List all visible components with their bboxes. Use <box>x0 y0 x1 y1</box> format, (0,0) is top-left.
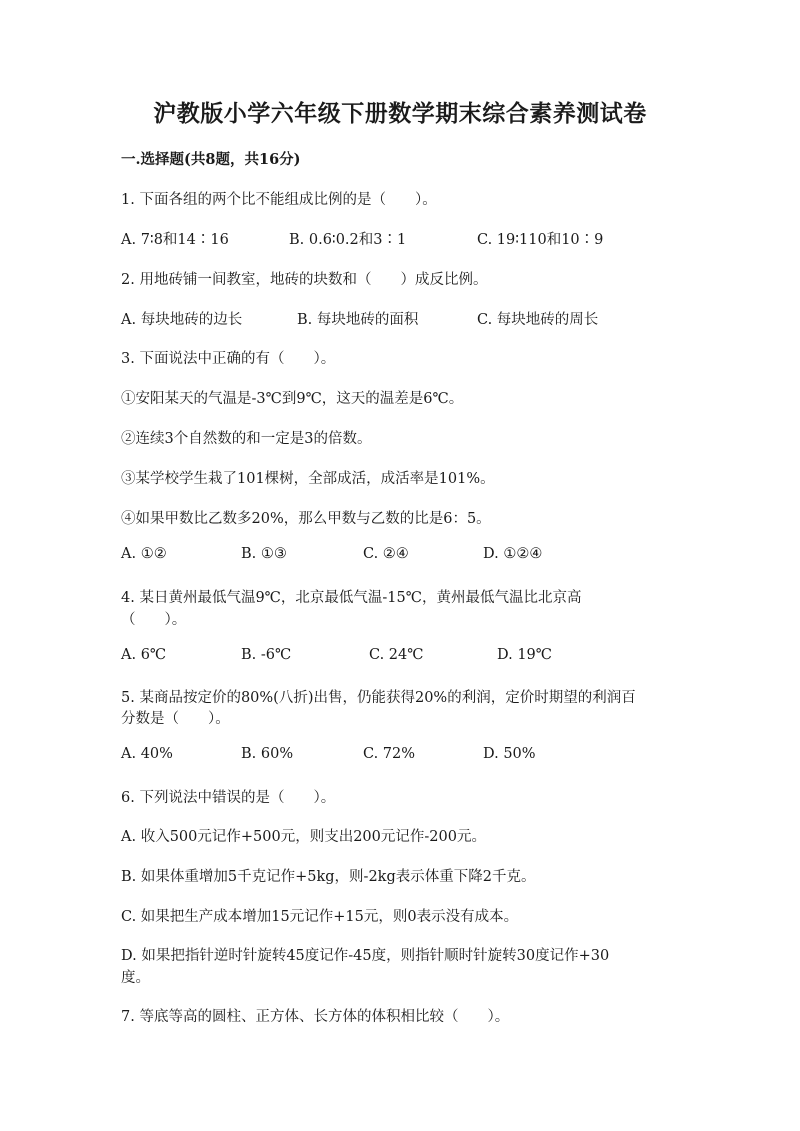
question-3-option-c: C. ②④ <box>363 546 409 562</box>
question-6-option-d-line-1: D. 如果把指针逆时针旋转45度记作-45度，则指针顺时针旋转30度记作+30 <box>121 948 610 964</box>
question-2-option-b: B. 每块地砖的面积 <box>297 312 419 328</box>
question-3-option-a: A. ①② <box>121 546 167 562</box>
question-5-options <box>121 746 681 766</box>
question-5-option-c: C. 72% <box>363 746 416 762</box>
question-6-option-a: A. 收入500元记作+500元，则支出200元记作-200元。 <box>121 829 486 845</box>
question-5-option-d: D. 50% <box>483 746 536 762</box>
question-1-option-c: C. 19∶110和10∶9 <box>477 232 604 248</box>
question-3-option-d: D. ①②④ <box>483 546 543 562</box>
question-4-option-b: B. -6℃ <box>241 647 292 663</box>
question-2-option-c: C. 每块地砖的周长 <box>477 312 599 328</box>
question-3-statement-1: ①安阳某天的气温是-3℃到9℃，这天的温差是6℃。 <box>121 391 464 407</box>
question-1-stem: 1. 下面各组的两个比不能组成比例的是（ ）。 <box>121 192 437 208</box>
question-5-stem-line-2: 分数是（ ）。 <box>121 711 230 727</box>
question-2-options <box>121 308 681 328</box>
question-2-option-a: A. 每块地砖的边长 <box>121 312 243 328</box>
question-4-option-c: C. 24℃ <box>369 647 424 663</box>
question-3-stem: 3. 下面说法中正确的有（ ）。 <box>121 351 336 367</box>
question-3-statement-2: ②连续3个自然数的和一定是3的倍数。 <box>121 431 372 447</box>
question-4-option-d: D. 19℃ <box>497 647 552 663</box>
question-3-option-b: B. ①③ <box>241 546 287 562</box>
section-heading: 一.选择题(共8题，共16分) <box>121 151 301 168</box>
question-6-option-d-line-2: 度。 <box>121 970 150 986</box>
question-6-option-c: C. 如果把生产成本增加15元记作+15元，则0表示没有成本。 <box>121 909 519 925</box>
question-5-stem-line-1: 5. 某商品按定价的80%(八折)出售，仍能获得20%的利润，定价时期望的利润百 <box>121 690 636 706</box>
question-6-option-b: B. 如果体重增加5千克记作+5kg，则-2kg表示体重下降2千克。 <box>121 869 536 885</box>
question-1-options <box>121 228 681 248</box>
question-4-stem-line-1: 4. 某日黄州最低气温9℃，北京最低气温-15℃，黄州最低气温比北京高 <box>121 590 582 606</box>
question-4-option-a: A. 6℃ <box>121 647 167 663</box>
question-6-stem: 6. 下列说法中错误的是（ ）。 <box>121 790 336 806</box>
question-3-statement-3: ③某学校学生栽了101棵树，全部成活，成活率是101%。 <box>121 471 495 487</box>
question-2-stem: 2. 用地砖铺一间教室，地砖的块数和（ ）成反比例。 <box>121 272 488 288</box>
question-5-option-a: A. 40% <box>121 746 173 762</box>
question-1-option-b: B. 0.6∶0.2和3∶1 <box>289 232 407 248</box>
question-7-stem: 7. 等底等高的圆柱、正方体、长方体的体积相比较（ ）。 <box>121 1009 510 1025</box>
question-4-options <box>121 647 681 667</box>
question-3-options <box>121 546 681 566</box>
question-3-statement-4: ④如果甲数比乙数多20%，那么甲数与乙数的比是6：5。 <box>121 511 491 527</box>
page-title: 沪教版小学六年级下册数学期末综合素养测试卷 <box>153 100 647 127</box>
question-4-stem-line-2: （ ）。 <box>121 612 187 628</box>
question-1-option-a: A. 7∶8和14∶16 <box>121 232 229 248</box>
question-5-option-b: B. 60% <box>241 746 294 762</box>
